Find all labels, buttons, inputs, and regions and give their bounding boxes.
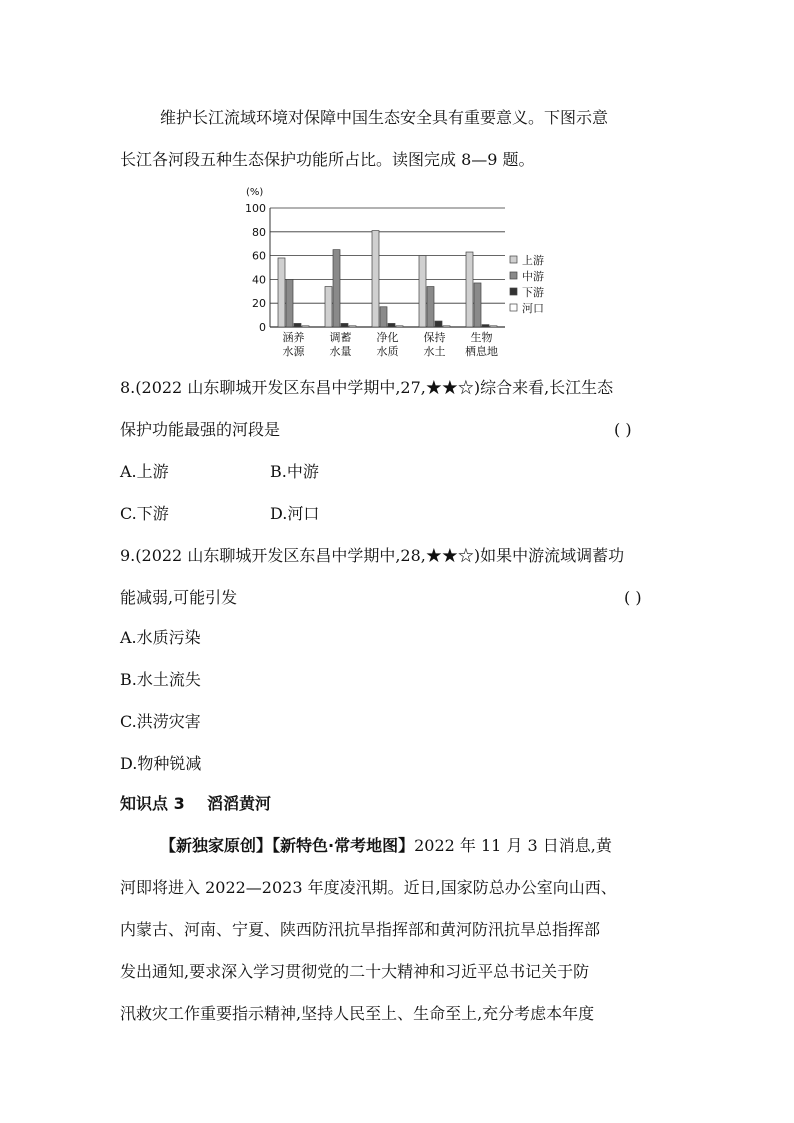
bar <box>396 326 403 327</box>
q9-option-b: B.水土流失 <box>120 670 201 689</box>
x-tick-label: 净化 <box>376 331 399 344</box>
q8-stem-line-2: 保护功能最强的河段是 <box>120 420 281 439</box>
bar <box>294 323 301 327</box>
x-tick-label: 调蓄 <box>329 331 352 344</box>
q9-stem-line-1: 9.(2022 山东聊城开发区东昌中学期中,28,★★☆)如果中游流域调蓄功 <box>120 546 625 565</box>
bar <box>333 250 340 327</box>
bar <box>435 321 442 327</box>
section-title: 知识点 3 滔滔黄河 <box>120 794 271 813</box>
news-line-2: 河即将进入 2022—2023 年度凌汛期。近日,国家防总办公室向山西、 <box>120 878 617 897</box>
bar <box>372 231 379 327</box>
x-tick-label: 涵养 <box>282 331 305 344</box>
q8-option-a: A.上游 <box>120 462 169 481</box>
legend-entry: 上游 <box>522 254 544 267</box>
q8-option-c: C.下游 <box>120 504 169 523</box>
legend-swatch <box>510 272 517 279</box>
bar <box>482 325 489 327</box>
legend-entry: 河口 <box>522 302 544 315</box>
x-tick-label: 水土 <box>423 345 446 358</box>
news-line-1-text: 2022 年 11 月 3 日消息,黄 <box>414 836 612 855</box>
x-tick-label: 栖息地 <box>465 345 498 358</box>
y-axis-label: (%) <box>246 187 264 198</box>
news-tag-original: 【新独家原创】 <box>160 836 273 855</box>
q8-option-b: B.中游 <box>270 462 319 481</box>
bar-chart <box>236 182 556 360</box>
news-tag-feature: 【新特色·常考地图】 <box>272 836 415 855</box>
intro-line-1: 维护长江流域环境对保障中国生态安全具有重要意义。下图示意 <box>160 108 609 127</box>
bar <box>443 326 450 327</box>
x-tick-label: 保持 <box>423 331 446 344</box>
bar <box>349 326 356 327</box>
bar <box>474 283 481 327</box>
q8-stem-line-1: 8.(2022 山东聊城开发区东昌中学期中,27,★★☆)综合来看,长江生态 <box>120 378 614 397</box>
q9-answer-blank: ( ) <box>624 588 642 607</box>
q9-option-d: D.物种锐减 <box>120 754 202 773</box>
q9-stem-line-2: 能减弱,可能引发 <box>120 588 238 607</box>
y-tick-label: 40 <box>252 273 266 287</box>
y-tick-label: 60 <box>252 249 266 263</box>
bar <box>325 287 332 327</box>
y-tick-label: 80 <box>252 225 266 239</box>
legend-swatch <box>510 304 517 311</box>
x-tick-label: 水质 <box>376 345 399 358</box>
x-tick-label: 生物 <box>470 331 493 344</box>
bar <box>341 323 348 327</box>
news-line-1 <box>160 836 680 856</box>
x-tick-label: 水量 <box>329 345 352 358</box>
bar <box>490 326 497 327</box>
bar <box>427 287 434 327</box>
bar <box>286 279 293 327</box>
q8-option-d: D.河口 <box>270 504 320 523</box>
bar <box>380 307 387 327</box>
bar <box>466 252 473 327</box>
intro-line-2: 长江各河段五种生态保护功能所占比。读图完成 8—9 题。 <box>120 150 535 169</box>
bar <box>278 258 285 327</box>
bar <box>302 326 309 327</box>
legend-entry: 中游 <box>522 270 544 283</box>
news-line-4: 发出通知,要求深入学习贯彻党的二十大精神和习近平总书记关于防 <box>120 962 590 981</box>
legend-swatch <box>510 256 517 263</box>
bar <box>388 323 395 327</box>
news-line-3: 内蒙古、河南、宁夏、陕西防汛抗旱指挥部和黄河防汛抗旱总指挥部 <box>120 920 601 939</box>
legend-swatch <box>510 288 517 295</box>
legend-entry: 下游 <box>522 286 544 299</box>
news-line-5: 汛救灾工作重要指示精神,坚持人民至上、生命至上,充分考虑本年度 <box>120 1004 595 1023</box>
q9-option-a: A.水质污染 <box>120 628 201 647</box>
y-tick-label: 20 <box>252 297 266 311</box>
y-tick-label: 100 <box>245 202 266 215</box>
q8-answer-blank: ( ) <box>614 420 632 439</box>
q9-option-c: C.洪涝灾害 <box>120 712 201 731</box>
y-tick-label: 0 <box>259 321 266 334</box>
bar <box>419 256 426 327</box>
x-tick-label: 水源 <box>282 345 305 358</box>
